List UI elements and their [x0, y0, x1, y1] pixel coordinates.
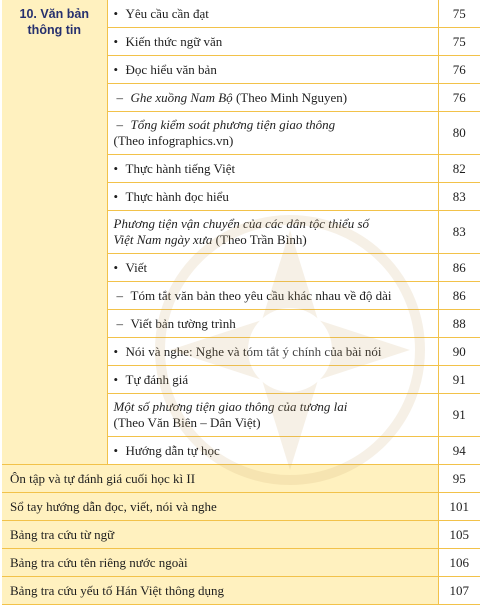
toc-page-number: 76 [438, 56, 480, 84]
entry-text: Viết bản tường trình [130, 315, 236, 331]
toc-row-section[interactable] [2, 465, 480, 493]
toc-page-number: 83 [438, 183, 480, 211]
toc-entry-title [107, 211, 438, 254]
toc-entry-title [107, 310, 438, 338]
entry-text: Thực hành đọc hiểu [125, 188, 229, 204]
entry-text: Đọc hiểu văn bản [125, 61, 217, 77]
entry-text: Hướng dẫn tự học [125, 442, 220, 458]
entry-source: (Theo Minh Nguyen) [232, 89, 348, 105]
entry-source: (Theo infographics.vn) [113, 133, 234, 148]
toc-entry-title [107, 84, 438, 112]
toc-page-number: 75 [438, 0, 480, 28]
toc-row-section[interactable] [2, 549, 480, 577]
toc-row[interactable] [2, 0, 480, 28]
entry-italic-title-cont: Việt Nam ngày xưa [113, 232, 213, 247]
bullet-glyph: • [113, 442, 119, 458]
toc-page-number: 86 [438, 254, 480, 282]
toc-page-number: 107 [438, 577, 480, 605]
entry-source: (Theo Văn Biên – Dân Việt) [113, 415, 261, 430]
entry-text: Tự đánh giá [125, 371, 189, 387]
entry-text: Nói và nghe: Nghe và tóm tắt ý chính của bài nói [125, 343, 382, 359]
toc-table [2, 0, 480, 605]
dash-glyph: – [116, 117, 123, 132]
unit-title-line-1: 10. Văn bản [19, 7, 89, 21]
toc-page-number: 94 [438, 437, 480, 465]
bullet-glyph: • [113, 160, 119, 176]
toc-section-title: Bảng tra cứu từ ngữ [2, 521, 438, 549]
toc-entry-title [107, 28, 438, 56]
entry-text: Viết [125, 259, 148, 275]
toc-page-number: 91 [438, 394, 480, 437]
entry-text: Yêu cầu cần đạt [125, 5, 209, 21]
unit-title-line-2: thông tin [27, 23, 81, 37]
toc-page-number: 76 [438, 84, 480, 112]
toc-page-number: 91 [438, 366, 480, 394]
bullet-glyph: • [113, 5, 119, 21]
entry-text: Thực hành tiếng Việt [125, 160, 236, 176]
unit-heading [2, 0, 107, 465]
toc-row-section[interactable] [2, 493, 480, 521]
entry-italic-title: Ghe xuồng Nam Bộ [130, 89, 233, 105]
toc-page-number: 80 [438, 112, 480, 155]
toc-page-number: 88 [438, 310, 480, 338]
toc-entry-title [107, 254, 438, 282]
toc-page-number: 83 [438, 211, 480, 254]
bullet-glyph: • [113, 61, 119, 77]
toc-entry-title [107, 183, 438, 211]
toc-page-number: 105 [438, 521, 480, 549]
bullet-glyph: • [113, 33, 119, 49]
toc-entry-title [107, 0, 438, 28]
bullet-glyph: • [113, 188, 119, 204]
toc-page-number: 106 [438, 549, 480, 577]
toc-page-number: 90 [438, 338, 480, 366]
toc-page-number: 86 [438, 282, 480, 310]
toc-section-title: Sổ tay hướng dẫn đọc, viết, nói và nghe [2, 493, 438, 521]
toc-entry-title [107, 112, 438, 155]
bullet-glyph: • [113, 343, 119, 359]
entry-text: Kiến thức ngữ văn [125, 33, 223, 49]
toc-entry-title [107, 437, 438, 465]
toc-page-number: 75 [438, 28, 480, 56]
dash-glyph: – [116, 89, 123, 105]
toc-row-section[interactable] [2, 521, 480, 549]
toc-row-section[interactable] [2, 577, 480, 605]
toc-entry-title [107, 366, 438, 394]
toc-entry-title [107, 56, 438, 84]
toc-entry-title [107, 338, 438, 366]
toc-entry-title [107, 394, 438, 437]
dash-glyph: – [116, 287, 123, 303]
toc-page-number: 101 [438, 493, 480, 521]
toc-page-number: 95 [438, 465, 480, 493]
toc-body [2, 0, 480, 605]
toc-section-title: Ôn tập và tự đánh giá cuối học kì II [2, 465, 438, 493]
toc-section-title: Bảng tra cứu yếu tố Hán Việt thông dụng [2, 577, 438, 605]
toc-entry-title [107, 155, 438, 183]
entry-source: (Theo Trần Bình) [212, 232, 307, 247]
entry-italic-title: Tổng kiểm soát phương tiện giao thông [130, 117, 336, 132]
entry-italic-title: Một số phương tiện giao thông của tương lai [113, 399, 348, 414]
toc-entry-title [107, 282, 438, 310]
entry-text: Tóm tắt văn bản theo yêu cầu khác nhau về độ dài [130, 287, 392, 303]
entry-italic-title: Phương tiện vận chuyển của các dân tộc thiểu số [113, 216, 370, 231]
bullet-glyph: • [113, 259, 119, 275]
toc-page-number: 82 [438, 155, 480, 183]
bullet-glyph: • [113, 371, 119, 387]
dash-glyph: – [116, 315, 123, 331]
toc-section-title: Bảng tra cứu tên riêng nước ngoài [2, 549, 438, 577]
